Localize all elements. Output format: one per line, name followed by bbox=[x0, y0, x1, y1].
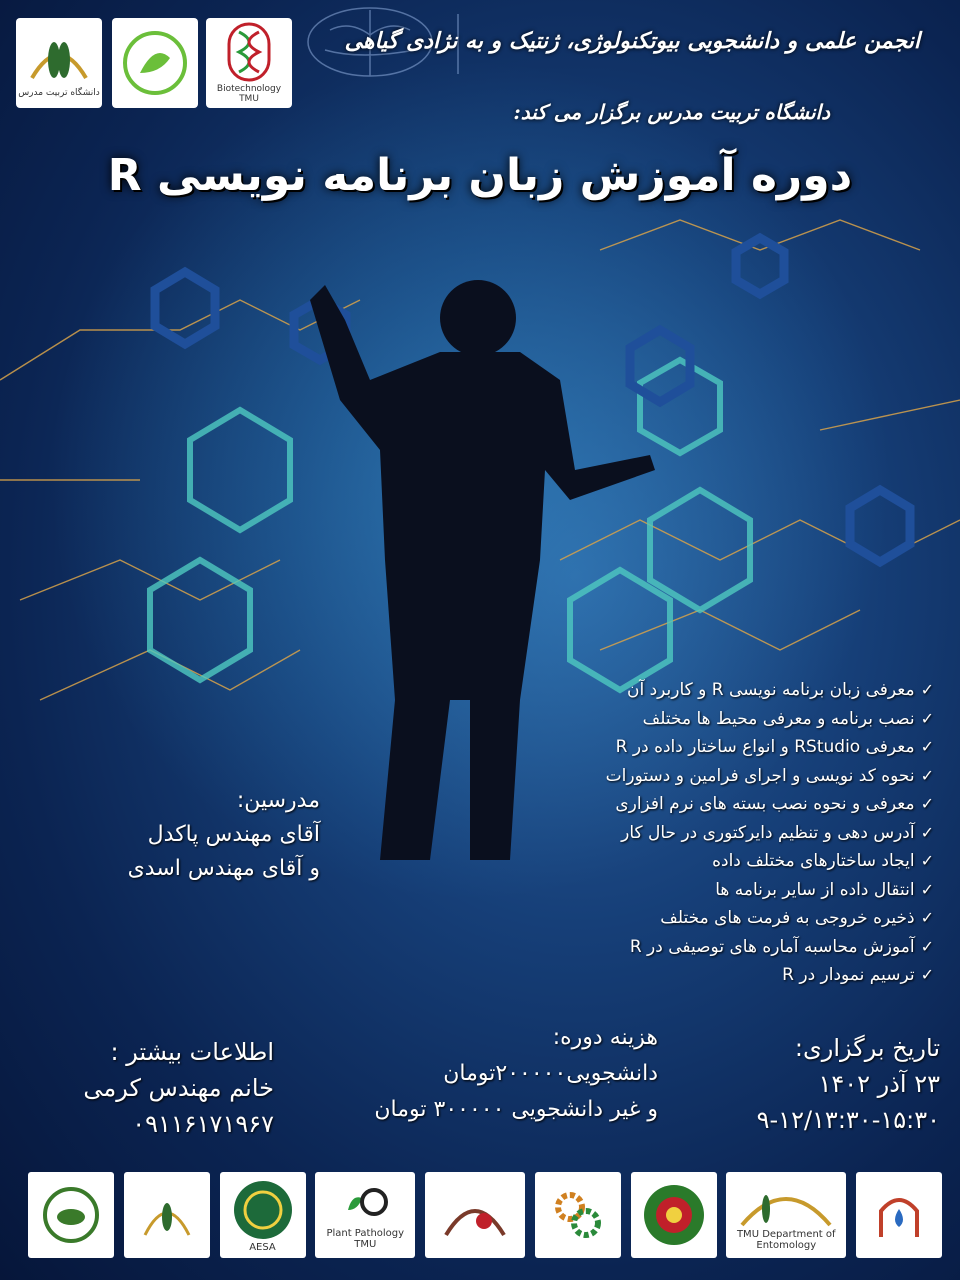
list-item: ✓معرفی RStudio و انواع ساختار داده در R bbox=[615, 737, 934, 757]
list-item: ✓ترسیم نمودار در R bbox=[782, 965, 934, 985]
check-icon: ✓ bbox=[920, 765, 934, 785]
date-time: ۹-۱۲/۱۳:۳۰-۱۵:۳۰ bbox=[756, 1106, 940, 1134]
horticulture-tmu-logo bbox=[425, 1172, 525, 1258]
course-title: دوره آموزش زبان برنامه نویسی R bbox=[107, 150, 853, 201]
list-item: ✓آموزش محاسبه آماره های توصیفی در R bbox=[629, 936, 934, 957]
dna-icon bbox=[224, 22, 274, 82]
list-item: ✓آدرس دهی و تنظیم دایرکتوری در حال کار bbox=[621, 822, 934, 843]
check-icon: ✓ bbox=[920, 737, 934, 756]
teachers-block bbox=[70, 784, 320, 886]
organizer-line: انجمن علمی و دانشجویی بیوتکنولوژی، ژنتیک و به نژادی گیاهی bbox=[344, 28, 920, 54]
list-item: ✓ایجاد ساختارهای مختلف داده bbox=[712, 851, 934, 871]
cost-block bbox=[308, 1020, 658, 1128]
contact-phone: ۰۹۱۱۶۱۷۱۹۶۷ bbox=[132, 1110, 274, 1138]
check-icon: ✓ bbox=[920, 794, 934, 813]
date-day: ۲۳ آذر ۱۴۰۲ bbox=[818, 1070, 940, 1098]
entomology-icon bbox=[736, 1179, 836, 1229]
cypress-trees-icon bbox=[24, 28, 94, 86]
teacher-2: و آقای مهندس اسدی bbox=[127, 856, 320, 881]
biotechnology-logo bbox=[206, 18, 292, 108]
cost-non-student: و غیر دانشجویی ۳۰۰۰۰۰ تومان bbox=[374, 1097, 658, 1122]
water-logo bbox=[856, 1172, 942, 1258]
check-icon: ✓ bbox=[920, 822, 934, 842]
aesa-logo bbox=[220, 1172, 306, 1258]
date-block bbox=[710, 1030, 940, 1138]
plant-society-logo bbox=[112, 18, 198, 108]
list-item: ✓معرفی زبان برنامه نویسی R و کاربرد آن bbox=[626, 680, 934, 700]
teachers-label: مدرسین: bbox=[236, 788, 320, 813]
contact-name: خانم مهندس کرمی bbox=[83, 1074, 274, 1102]
host-line: دانشگاه تربیت مدرس برگزار می کند: bbox=[513, 100, 830, 124]
list-item: ✓نصب برنامه و معرفی محیط ها مختلف bbox=[642, 708, 934, 729]
tmu-logo-caption: دانشگاه تربیت مدرس bbox=[18, 88, 100, 98]
aesa-caption: AESA bbox=[249, 1241, 276, 1253]
check-icon: ✓ bbox=[920, 708, 934, 728]
gears-logo bbox=[535, 1172, 621, 1258]
cost-student: دانشجویی۲۰۰۰۰۰تومان bbox=[443, 1061, 658, 1086]
rosette-icon bbox=[641, 1182, 707, 1248]
check-icon: ✓ bbox=[920, 908, 934, 927]
horticulture-society-logo bbox=[631, 1172, 717, 1258]
plant-pathology-logo bbox=[315, 1172, 415, 1258]
date-label: تاریخ برگزاری: bbox=[794, 1034, 940, 1062]
check-icon: ✓ bbox=[920, 879, 934, 899]
tmu-plant-breeding-logo bbox=[124, 1172, 210, 1258]
biotechnology-logo-caption: Biotechnology TMU bbox=[216, 84, 282, 104]
animal-circle-icon bbox=[41, 1185, 101, 1245]
aesa-icon bbox=[231, 1178, 295, 1242]
list-item: ✓نحوه کد نویسی و اجرای فرامین و دستورات bbox=[605, 765, 934, 786]
microscope-leaf-icon bbox=[338, 1180, 392, 1228]
topics-list bbox=[514, 676, 934, 990]
tmu-logo bbox=[16, 18, 102, 108]
check-icon: ✓ bbox=[920, 851, 934, 870]
list-item: ✓ذخیره خروجی به فرمت های مختلف bbox=[660, 908, 934, 928]
horticulture-arch-icon bbox=[440, 1187, 510, 1243]
check-icon: ✓ bbox=[920, 680, 934, 699]
list-item: ✓انتقال داده از سایر برنامه ها bbox=[715, 879, 934, 900]
list-item: ✓معرفی و نحوه نصب بسته های نرم افزاری bbox=[615, 794, 934, 814]
check-icon: ✓ bbox=[920, 936, 934, 956]
contact-block bbox=[44, 1034, 274, 1142]
cost-label: هزینه دوره: bbox=[552, 1025, 658, 1050]
plant-pathology-caption: Plant Pathology TMU bbox=[326, 1228, 405, 1250]
wheat-arch-icon bbox=[137, 1185, 197, 1245]
entomology-logo bbox=[726, 1172, 846, 1258]
contact-label: اطلاعات بیشتر : bbox=[110, 1038, 274, 1066]
animal-science-logo bbox=[28, 1172, 114, 1258]
water-drop-icon bbox=[869, 1185, 929, 1245]
sponsor-logos bbox=[28, 1172, 942, 1266]
entomology-caption: TMU Department of Entomology bbox=[736, 1229, 836, 1251]
teacher-1: آقای مهندس پاکدل bbox=[147, 822, 320, 847]
leaf-circle-icon bbox=[120, 28, 190, 98]
gears-icon bbox=[548, 1185, 608, 1245]
check-icon: ✓ bbox=[920, 965, 934, 984]
